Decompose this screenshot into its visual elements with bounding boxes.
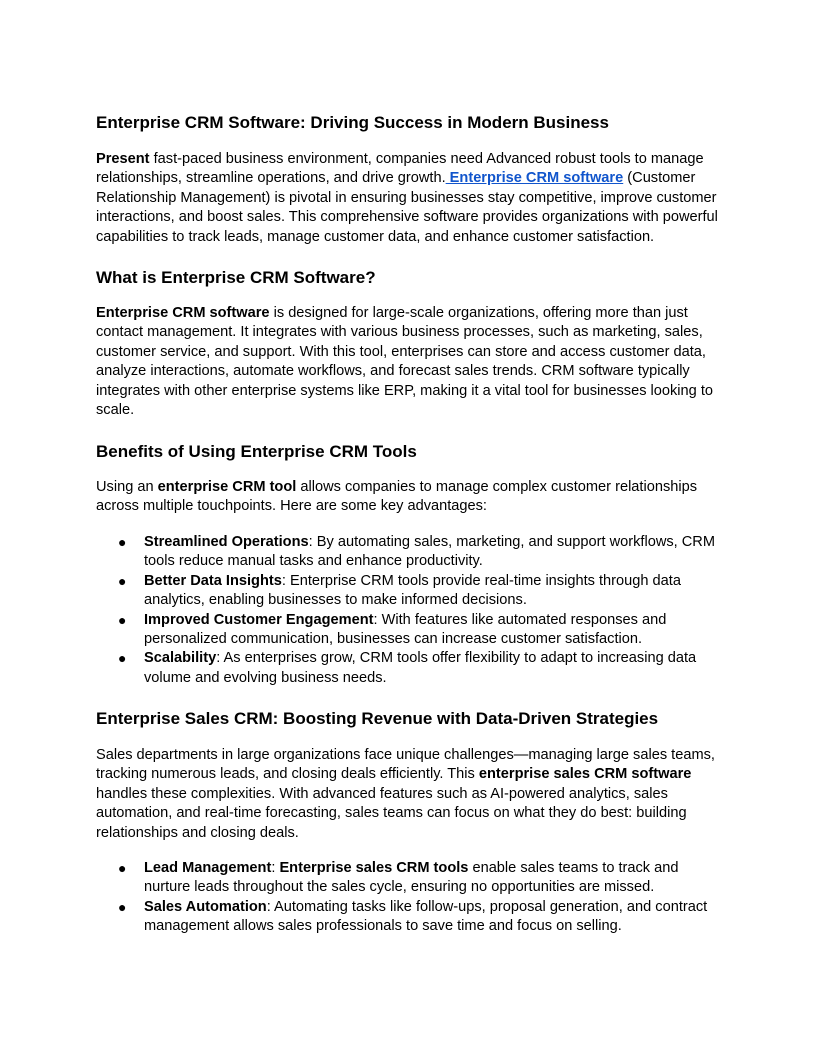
intro-paragraph: [96, 150, 726, 247]
section3-text-2: handles these complexities. With advanced features such as AI-powered analytics, sales automation, and real-time forecasting, sales teams can focus on what they do best: building relationships and closing deals.: [96, 785, 687, 841]
bullet-text: : With features like automated responses and personalized communication, businesses can increase customer satisfaction.: [144, 611, 667, 648]
bullet-text: : Enterprise CRM tools provide real-time insights through data analytics, enabling businesses to make informed decisions.: [144, 572, 681, 609]
list-item: [96, 898, 722, 937]
bullet-term: Sales Automation: [144, 898, 267, 915]
section1-paragraph: [96, 304, 726, 420]
bullet-text: : Automating tasks like follow-ups, proposal generation, and contract management allows sales professionals to save time and focus on selling.: [144, 898, 708, 935]
bullet-icon: ●: [118, 572, 127, 589]
list-item: [96, 611, 722, 650]
section2-paragraph: [96, 478, 726, 517]
list-item: [96, 533, 722, 572]
section2-bold: enterprise CRM tool: [157, 479, 297, 495]
bullet-icon: ●: [118, 898, 127, 915]
benefits-list: [96, 533, 726, 688]
list-item: [96, 572, 722, 611]
bullet-term: Improved Customer Engagement: [144, 611, 374, 628]
section-heading-benefits: Benefits of Using Enterprise CRM Tools: [96, 442, 417, 461]
bullet-icon: ●: [118, 650, 127, 667]
section1-text: is designed for large-scale organizations, offering more than just contact management. It integrates with various business processes, such as marketing, sales, customer service, and support. With this tool, enterprises can store and access customer data, analyze interactions, automate workflows, and forecast sales trends. CRM software typically integrates with other enterprise systems like ERP, making it a vital tool for businesses looking to scale.: [96, 305, 714, 419]
section2-text-2: allows companies to manage complex customer relationships across multiple touchpoints. Here are some key advantages:: [96, 479, 698, 515]
bullet-icon: ●: [118, 860, 127, 876]
bullet-term: Better Data Insights: [144, 572, 282, 589]
bullet-sep: :: [271, 860, 280, 876]
bullet-text: : As enterprises grow, CRM tools offer flexibility to adapt to increasing data volume and evolving business needs.: [144, 650, 697, 686]
bullet-term: Scalability: [144, 650, 217, 667]
section-heading-sales-crm: Enterprise Sales CRM: Boosting Revenue with Data-Driven Strategies: [96, 709, 659, 728]
page-title: Enterprise CRM Software: Driving Success in Modern Business: [96, 113, 609, 132]
bullet-term: Streamlined Operations: [144, 534, 309, 550]
bullet-text: : By automating sales, marketing, and support workflows, CRM tools reduce manual tasks and enhance productivity.: [144, 534, 715, 570]
bullet-text: enable sales teams to track and nurture leads throughout the sales cycle, ensuring no opportunities are missed.: [144, 860, 679, 896]
enterprise-crm-software-link[interactable]: Enterprise CRM software: [445, 170, 624, 187]
sales-features-list: [96, 859, 726, 937]
section3-bold: enterprise sales CRM software: [478, 766, 692, 783]
intro-text-1: fast-paced business environment, companies need Advanced robust tools to manage relationships, streamline operations, and drive growth.: [96, 151, 704, 187]
list-item: [96, 859, 722, 898]
bullet-bold-2: Enterprise sales CRM tools: [279, 860, 469, 876]
bullet-icon: ●: [118, 611, 127, 628]
bullet-icon: ●: [118, 534, 127, 550]
section3-text-1: Sales departments in large organizations face unique challenges—managing large sales teams, tracking numerous leads, and closing deals efficiently. This: [96, 747, 715, 783]
list-item: [96, 649, 722, 688]
bullet-term: Lead Management: [144, 860, 272, 876]
section3-paragraph: [96, 746, 726, 843]
intro-text-2: (Customer Relationship Management) is pivotal in ensuring businesses stay competitive, improve customer interactions, and boost sales. This comprehensive software provides organizations with powerful capabilities to track leads, manage customer data, and enhance customer satisfaction.: [96, 170, 718, 245]
section-heading-what-is: What is Enterprise CRM Software?: [96, 268, 376, 287]
section1-lead-bold: Enterprise CRM software: [96, 305, 270, 321]
intro-lead-bold: Present: [96, 151, 150, 167]
section2-text-1: Using an: [96, 479, 158, 495]
